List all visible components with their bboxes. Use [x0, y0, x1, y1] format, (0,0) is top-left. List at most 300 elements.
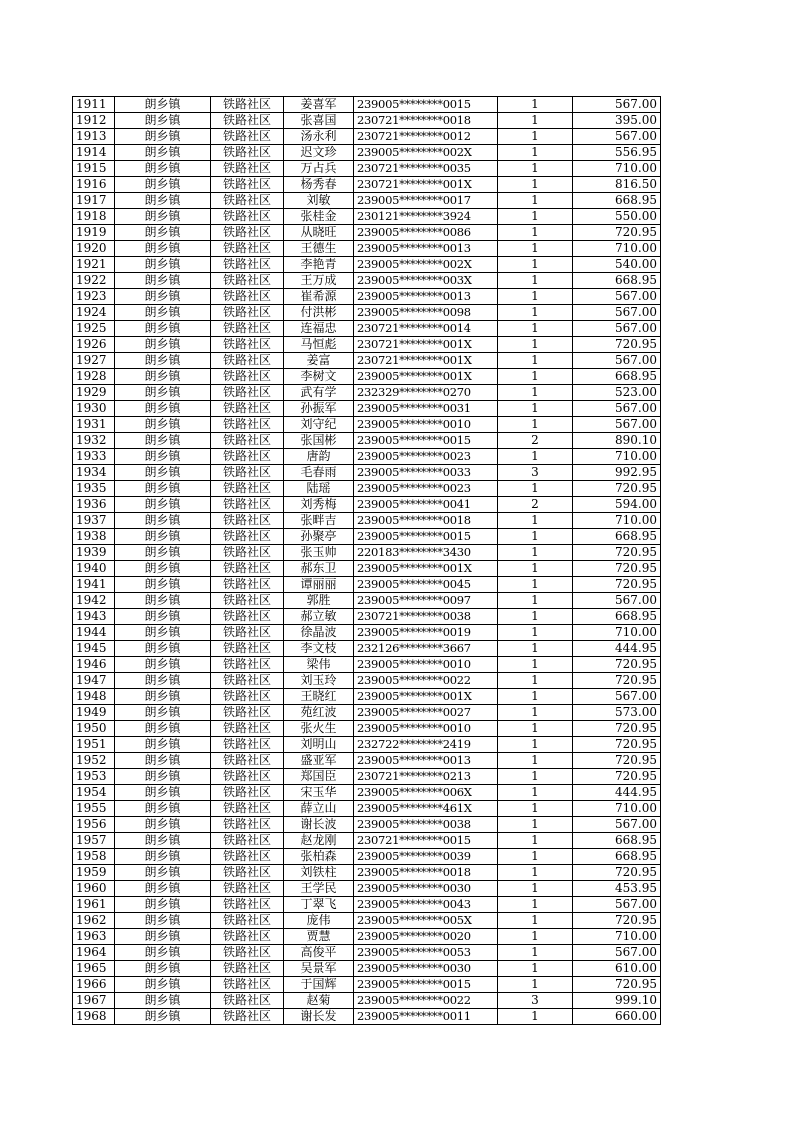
amount-cell: 567.00: [573, 593, 661, 609]
community-cell: 铁路社区: [211, 385, 284, 401]
name-cell: 高俊平: [284, 945, 354, 961]
table-row: [73, 577, 661, 593]
count-cell: 1: [498, 97, 573, 113]
community-cell: 铁路社区: [211, 577, 284, 593]
table-row: [73, 913, 661, 929]
id-number-cell: 232126********3667: [354, 641, 498, 657]
amount-cell: 610.00: [573, 961, 661, 977]
amount-cell: 550.00: [573, 209, 661, 225]
town-cell: 朗乡镇: [115, 465, 211, 481]
community-cell: 铁路社区: [211, 817, 284, 833]
town-cell: 朗乡镇: [115, 865, 211, 881]
community-cell: 铁路社区: [211, 753, 284, 769]
row-number-cell: 1955: [73, 801, 115, 817]
row-number-cell: 1952: [73, 753, 115, 769]
name-cell: 唐韵: [284, 449, 354, 465]
id-number-cell: 239005********0086: [354, 225, 498, 241]
count-cell: 1: [498, 625, 573, 641]
id-number-cell: 239005********0043: [354, 897, 498, 913]
name-cell: 孙振军: [284, 401, 354, 417]
name-cell: 梁伟: [284, 657, 354, 673]
row-number-cell: 1926: [73, 337, 115, 353]
count-cell: 1: [498, 769, 573, 785]
id-number-cell: 239005********0053: [354, 945, 498, 961]
name-cell: 王晓红: [284, 689, 354, 705]
community-cell: 铁路社区: [211, 593, 284, 609]
id-number-cell: 230721********0213: [354, 769, 498, 785]
amount-cell: 668.95: [573, 833, 661, 849]
town-cell: 朗乡镇: [115, 337, 211, 353]
id-number-cell: 239005********001X: [354, 689, 498, 705]
town-cell: 朗乡镇: [115, 177, 211, 193]
row-number-cell: 1928: [73, 369, 115, 385]
amount-cell: 556.95: [573, 145, 661, 161]
community-cell: 铁路社区: [211, 369, 284, 385]
row-number-cell: 1915: [73, 161, 115, 177]
count-cell: 1: [498, 113, 573, 129]
town-cell: 朗乡镇: [115, 913, 211, 929]
amount-cell: 720.95: [573, 721, 661, 737]
count-cell: 1: [498, 193, 573, 209]
name-cell: 谢长波: [284, 817, 354, 833]
id-number-cell: 239005********0015: [354, 977, 498, 993]
table-row: [73, 561, 661, 577]
community-cell: 铁路社区: [211, 497, 284, 513]
count-cell: 1: [498, 353, 573, 369]
name-cell: 张国彬: [284, 433, 354, 449]
name-cell: 崔希源: [284, 289, 354, 305]
id-number-cell: 230721********0038: [354, 609, 498, 625]
amount-cell: 999.10: [573, 993, 661, 1009]
row-number-cell: 1942: [73, 593, 115, 609]
name-cell: 姜喜军: [284, 97, 354, 113]
count-cell: 2: [498, 433, 573, 449]
amount-cell: 567.00: [573, 321, 661, 337]
count-cell: 1: [498, 225, 573, 241]
town-cell: 朗乡镇: [115, 273, 211, 289]
id-number-cell: 239005********0022: [354, 993, 498, 1009]
community-cell: 铁路社区: [211, 881, 284, 897]
id-number-cell: 239005********0015: [354, 433, 498, 449]
community-cell: 铁路社区: [211, 961, 284, 977]
community-cell: 铁路社区: [211, 705, 284, 721]
id-number-cell: 230721********0018: [354, 113, 498, 129]
community-cell: 铁路社区: [211, 289, 284, 305]
row-number-cell: 1937: [73, 513, 115, 529]
amount-cell: 720.95: [573, 737, 661, 753]
count-cell: 1: [498, 817, 573, 833]
town-cell: 朗乡镇: [115, 193, 211, 209]
id-number-cell: 239005********0013: [354, 241, 498, 257]
town-cell: 朗乡镇: [115, 881, 211, 897]
count-cell: 1: [498, 305, 573, 321]
name-cell: 郝东卫: [284, 561, 354, 577]
table-row: [73, 225, 661, 241]
name-cell: 盛亚军: [284, 753, 354, 769]
name-cell: 苑红波: [284, 705, 354, 721]
id-number-cell: 239005********0010: [354, 657, 498, 673]
table-row: [73, 385, 661, 401]
community-cell: 铁路社区: [211, 513, 284, 529]
name-cell: 于国辉: [284, 977, 354, 993]
id-number-cell: 239005********0039: [354, 849, 498, 865]
count-cell: 1: [498, 705, 573, 721]
count-cell: 1: [498, 785, 573, 801]
table-row: [73, 673, 661, 689]
town-cell: 朗乡镇: [115, 209, 211, 225]
id-number-cell: 239005********0022: [354, 673, 498, 689]
amount-cell: 444.95: [573, 785, 661, 801]
table-row: [73, 97, 661, 113]
community-cell: 铁路社区: [211, 897, 284, 913]
id-number-cell: 239005********005X: [354, 913, 498, 929]
town-cell: 朗乡镇: [115, 497, 211, 513]
town-cell: 朗乡镇: [115, 897, 211, 913]
community-cell: 铁路社区: [211, 129, 284, 145]
row-number-cell: 1925: [73, 321, 115, 337]
town-cell: 朗乡镇: [115, 849, 211, 865]
table-row: [73, 753, 661, 769]
name-cell: 迟文珍: [284, 145, 354, 161]
row-number-cell: 1947: [73, 673, 115, 689]
id-number-cell: 239005********002X: [354, 145, 498, 161]
community-cell: 铁路社区: [211, 225, 284, 241]
name-cell: 王万成: [284, 273, 354, 289]
town-cell: 朗乡镇: [115, 417, 211, 433]
amount-cell: 710.00: [573, 801, 661, 817]
row-number-cell: 1916: [73, 177, 115, 193]
amount-cell: 720.95: [573, 753, 661, 769]
community-cell: 铁路社区: [211, 801, 284, 817]
amount-cell: 720.95: [573, 481, 661, 497]
id-number-cell: 230721********001X: [354, 177, 498, 193]
id-number-cell: 239005********001X: [354, 561, 498, 577]
community-cell: 铁路社区: [211, 321, 284, 337]
town-cell: 朗乡镇: [115, 1009, 211, 1025]
name-cell: 赵龙刚: [284, 833, 354, 849]
table-row: [73, 961, 661, 977]
town-cell: 朗乡镇: [115, 97, 211, 113]
community-cell: 铁路社区: [211, 305, 284, 321]
name-cell: 姜富: [284, 353, 354, 369]
town-cell: 朗乡镇: [115, 449, 211, 465]
name-cell: 丁翠飞: [284, 897, 354, 913]
count-cell: 1: [498, 657, 573, 673]
table-row: [73, 465, 661, 481]
id-number-cell: 230721********001X: [354, 337, 498, 353]
amount-cell: 395.00: [573, 113, 661, 129]
table-row: [73, 593, 661, 609]
amount-cell: 720.95: [573, 561, 661, 577]
town-cell: 朗乡镇: [115, 705, 211, 721]
amount-cell: 523.00: [573, 385, 661, 401]
name-cell: 赵菊: [284, 993, 354, 1009]
row-number-cell: 1938: [73, 529, 115, 545]
amount-cell: 668.95: [573, 529, 661, 545]
count-cell: 1: [498, 881, 573, 897]
id-number-cell: 239005********0013: [354, 289, 498, 305]
amount-cell: 567.00: [573, 817, 661, 833]
table-row: [73, 721, 661, 737]
amount-cell: 668.95: [573, 193, 661, 209]
id-number-cell: 239005********0018: [354, 513, 498, 529]
town-cell: 朗乡镇: [115, 481, 211, 497]
id-number-cell: 239005********0098: [354, 305, 498, 321]
row-number-cell: 1921: [73, 257, 115, 273]
id-number-cell: 239005********0027: [354, 705, 498, 721]
amount-cell: 540.00: [573, 257, 661, 273]
name-cell: 孙聚亭: [284, 529, 354, 545]
row-number-cell: 1918: [73, 209, 115, 225]
amount-cell: 594.00: [573, 497, 661, 513]
town-cell: 朗乡镇: [115, 945, 211, 961]
id-number-cell: 239005********0023: [354, 481, 498, 497]
community-cell: 铁路社区: [211, 673, 284, 689]
table-row: [73, 801, 661, 817]
count-cell: 1: [498, 545, 573, 561]
table-row: [73, 481, 661, 497]
row-number-cell: 1911: [73, 97, 115, 113]
amount-cell: 720.95: [573, 337, 661, 353]
amount-cell: 660.00: [573, 1009, 661, 1025]
row-number-cell: 1912: [73, 113, 115, 129]
count-cell: 1: [498, 801, 573, 817]
row-number-cell: 1950: [73, 721, 115, 737]
amount-cell: 710.00: [573, 929, 661, 945]
table-body: [73, 97, 661, 1025]
count-cell: 1: [498, 241, 573, 257]
name-cell: 杨秀春: [284, 177, 354, 193]
table-row: [73, 209, 661, 225]
table-row: [73, 129, 661, 145]
community-cell: 铁路社区: [211, 545, 284, 561]
count-cell: 1: [498, 529, 573, 545]
town-cell: 朗乡镇: [115, 593, 211, 609]
count-cell: 3: [498, 993, 573, 1009]
count-cell: 1: [498, 449, 573, 465]
amount-cell: 816.50: [573, 177, 661, 193]
count-cell: 1: [498, 209, 573, 225]
id-number-cell: 239005********0030: [354, 881, 498, 897]
name-cell: 从晓旺: [284, 225, 354, 241]
name-cell: 张桂金: [284, 209, 354, 225]
id-number-cell: 239005********0011: [354, 1009, 498, 1025]
table-row: [73, 785, 661, 801]
row-number-cell: 1933: [73, 449, 115, 465]
town-cell: 朗乡镇: [115, 753, 211, 769]
row-number-cell: 1940: [73, 561, 115, 577]
name-cell: 张柏森: [284, 849, 354, 865]
table-row: [73, 145, 661, 161]
data-table: [72, 96, 661, 1025]
community-cell: 铁路社区: [211, 833, 284, 849]
name-cell: 刘守纪: [284, 417, 354, 433]
town-cell: 朗乡镇: [115, 353, 211, 369]
id-number-cell: 239005********0097: [354, 593, 498, 609]
row-number-cell: 1927: [73, 353, 115, 369]
community-cell: 铁路社区: [211, 657, 284, 673]
row-number-cell: 1958: [73, 849, 115, 865]
town-cell: 朗乡镇: [115, 977, 211, 993]
amount-cell: 720.95: [573, 657, 661, 673]
count-cell: 1: [498, 257, 573, 273]
community-cell: 铁路社区: [211, 401, 284, 417]
table-row: [73, 881, 661, 897]
name-cell: 刘玉玲: [284, 673, 354, 689]
amount-cell: 890.10: [573, 433, 661, 449]
table-row: [73, 689, 661, 705]
count-cell: 1: [498, 689, 573, 705]
amount-cell: 668.95: [573, 273, 661, 289]
town-cell: 朗乡镇: [115, 785, 211, 801]
count-cell: 1: [498, 593, 573, 609]
row-number-cell: 1964: [73, 945, 115, 961]
id-number-cell: 239005********0020: [354, 929, 498, 945]
row-number-cell: 1920: [73, 241, 115, 257]
town-cell: 朗乡镇: [115, 433, 211, 449]
row-number-cell: 1965: [73, 961, 115, 977]
count-cell: 1: [498, 929, 573, 945]
id-number-cell: 239005********0031: [354, 401, 498, 417]
id-number-cell: 239005********0015: [354, 97, 498, 113]
town-cell: 朗乡镇: [115, 289, 211, 305]
community-cell: 铁路社区: [211, 609, 284, 625]
count-cell: 1: [498, 417, 573, 433]
community-cell: 铁路社区: [211, 145, 284, 161]
amount-cell: 567.00: [573, 129, 661, 145]
name-cell: 吴景军: [284, 961, 354, 977]
table-row: [73, 817, 661, 833]
amount-cell: 720.95: [573, 673, 661, 689]
amount-cell: 992.95: [573, 465, 661, 481]
amount-cell: 567.00: [573, 353, 661, 369]
row-number-cell: 1960: [73, 881, 115, 897]
row-number-cell: 1914: [73, 145, 115, 161]
table-row: [73, 161, 661, 177]
row-number-cell: 1963: [73, 929, 115, 945]
row-number-cell: 1913: [73, 129, 115, 145]
name-cell: 庞伟: [284, 913, 354, 929]
amount-cell: 720.95: [573, 225, 661, 241]
row-number-cell: 1957: [73, 833, 115, 849]
community-cell: 铁路社区: [211, 737, 284, 753]
table-row: [73, 305, 661, 321]
amount-cell: 720.95: [573, 977, 661, 993]
town-cell: 朗乡镇: [115, 833, 211, 849]
table-row: [73, 993, 661, 1009]
row-number-cell: 1936: [73, 497, 115, 513]
id-number-cell: 220183********3430: [354, 545, 498, 561]
amount-cell: 720.95: [573, 913, 661, 929]
community-cell: 铁路社区: [211, 353, 284, 369]
amount-cell: 668.95: [573, 609, 661, 625]
id-number-cell: 230721********0015: [354, 833, 498, 849]
row-number-cell: 1931: [73, 417, 115, 433]
amount-cell: 668.95: [573, 369, 661, 385]
community-cell: 铁路社区: [211, 769, 284, 785]
town-cell: 朗乡镇: [115, 625, 211, 641]
amount-cell: 710.00: [573, 513, 661, 529]
row-number-cell: 1935: [73, 481, 115, 497]
name-cell: 薛立山: [284, 801, 354, 817]
row-number-cell: 1939: [73, 545, 115, 561]
town-cell: 朗乡镇: [115, 321, 211, 337]
id-number-cell: 232329********0270: [354, 385, 498, 401]
id-number-cell: 239005********0015: [354, 529, 498, 545]
row-number-cell: 1966: [73, 977, 115, 993]
name-cell: 连福忠: [284, 321, 354, 337]
table-row: [73, 977, 661, 993]
count-cell: 1: [498, 337, 573, 353]
community-cell: 铁路社区: [211, 161, 284, 177]
amount-cell: 453.95: [573, 881, 661, 897]
community-cell: 铁路社区: [211, 529, 284, 545]
row-number-cell: 1924: [73, 305, 115, 321]
row-number-cell: 1922: [73, 273, 115, 289]
town-cell: 朗乡镇: [115, 561, 211, 577]
amount-cell: 710.00: [573, 241, 661, 257]
town-cell: 朗乡镇: [115, 817, 211, 833]
count-cell: 1: [498, 401, 573, 417]
id-number-cell: 239005********0023: [354, 449, 498, 465]
id-number-cell: 239005********0017: [354, 193, 498, 209]
table-row: [73, 241, 661, 257]
count-cell: 1: [498, 481, 573, 497]
community-cell: 铁路社区: [211, 993, 284, 1009]
row-number-cell: 1944: [73, 625, 115, 641]
table-row: [73, 545, 661, 561]
row-number-cell: 1943: [73, 609, 115, 625]
town-cell: 朗乡镇: [115, 241, 211, 257]
town-cell: 朗乡镇: [115, 993, 211, 1009]
count-cell: 2: [498, 497, 573, 513]
community-cell: 铁路社区: [211, 241, 284, 257]
community-cell: 铁路社区: [211, 465, 284, 481]
name-cell: 毛春雨: [284, 465, 354, 481]
amount-cell: 567.00: [573, 945, 661, 961]
row-number-cell: 1934: [73, 465, 115, 481]
row-number-cell: 1968: [73, 1009, 115, 1025]
name-cell: 徐晶波: [284, 625, 354, 641]
table-row: [73, 929, 661, 945]
name-cell: 李艳青: [284, 257, 354, 273]
name-cell: 武有学: [284, 385, 354, 401]
table-row: [73, 641, 661, 657]
town-cell: 朗乡镇: [115, 305, 211, 321]
town-cell: 朗乡镇: [115, 161, 211, 177]
row-number-cell: 1962: [73, 913, 115, 929]
count-cell: 1: [498, 561, 573, 577]
count-cell: 1: [498, 369, 573, 385]
count-cell: 1: [498, 609, 573, 625]
community-cell: 铁路社区: [211, 1009, 284, 1025]
table-row: [73, 497, 661, 513]
name-cell: 张喜国: [284, 113, 354, 129]
amount-cell: 567.00: [573, 289, 661, 305]
table-row: [73, 321, 661, 337]
table-row: [73, 177, 661, 193]
name-cell: 马恒彪: [284, 337, 354, 353]
table-row: [73, 337, 661, 353]
row-number-cell: 1945: [73, 641, 115, 657]
id-number-cell: 239005********0018: [354, 865, 498, 881]
name-cell: 郭胜: [284, 593, 354, 609]
row-number-cell: 1954: [73, 785, 115, 801]
amount-cell: 567.00: [573, 689, 661, 705]
id-number-cell: 230121********3924: [354, 209, 498, 225]
community-cell: 铁路社区: [211, 913, 284, 929]
row-number-cell: 1930: [73, 401, 115, 417]
